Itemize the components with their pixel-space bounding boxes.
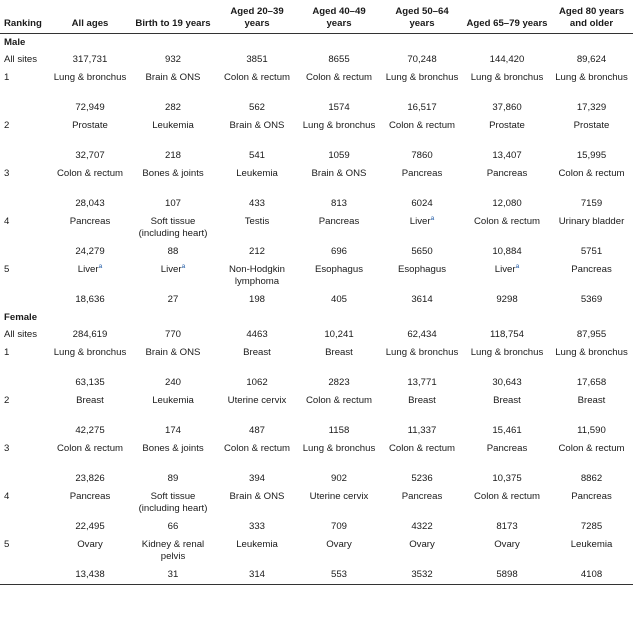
cancer-site-cell [298, 440, 380, 469]
cancer-site-name: Liver [409, 216, 431, 227]
cancer-site-name: Colon & rectum [305, 395, 373, 406]
cancer-site-name: Soft tissue (including heart) [138, 216, 208, 239]
cancer-site-cell [464, 392, 550, 421]
header-all-ages: All ages [50, 0, 130, 34]
death-count: 487 [248, 424, 265, 436]
rank-number: 1 [4, 72, 10, 83]
rank-count-spacer [0, 469, 50, 488]
death-count: 8862 [580, 472, 603, 484]
death-count: 12,080 [492, 197, 522, 209]
rank-count-spacer [0, 421, 50, 440]
death-count: 1062 [246, 376, 268, 388]
cancer-site-cell [380, 165, 464, 194]
rank-count-row [0, 565, 633, 585]
cancer-site-name: Colon & rectum [558, 443, 625, 454]
rank-count-row [0, 421, 633, 440]
death-count: 27 [167, 293, 179, 305]
cancer-site-name: Colon & rectum [388, 120, 456, 131]
cancer-site-cell [50, 69, 130, 98]
cancer-site-name: Uterine cervix [309, 491, 369, 502]
cancer-site-name: Leukemia [236, 539, 278, 550]
cancer-site-cell [50, 392, 130, 421]
header-aged-50-64: Aged 50–64 years [380, 0, 464, 34]
rank-site-row [0, 344, 633, 373]
rank-site-row [0, 536, 633, 565]
cancer-site-cell [550, 536, 633, 565]
death-count: 13,771 [407, 376, 437, 388]
death-count: 17,658 [576, 376, 607, 388]
cancer-site-name: Colon & rectum [388, 443, 456, 454]
cancer-site-cell [130, 117, 216, 146]
cancer-site-cell [298, 488, 380, 517]
rank-site-row [0, 213, 633, 242]
cancer-site-name: Pancreas [571, 491, 612, 502]
cancer-site-cell [464, 344, 550, 373]
cancer-site-name: Breast [408, 395, 436, 406]
cancer-site-cell [130, 536, 216, 565]
cancer-site-cell [464, 261, 550, 290]
cancer-site-name: Soft tissue (including heart) [138, 491, 208, 514]
death-count: 23,826 [75, 472, 105, 484]
all-sites-value: 144,420 [489, 54, 525, 65]
all-sites-value: 118,754 [490, 329, 524, 340]
death-count: 4322 [411, 520, 433, 532]
death-count: 42,275 [75, 424, 105, 436]
cancer-site-cell [216, 392, 298, 421]
all-sites-value: 284,619 [72, 329, 108, 340]
death-count: 17,329 [576, 101, 607, 113]
cancer-site-cell [298, 344, 380, 373]
cancer-site-name: Liver [160, 264, 182, 275]
cancer-site-cell [380, 392, 464, 421]
rank-site-row [0, 165, 633, 194]
cancer-site-name: Ovary [494, 539, 520, 550]
death-count: 32,707 [75, 149, 105, 161]
death-count: 4108 [550, 565, 633, 585]
death-count: 333 [248, 520, 265, 532]
rank-count-row [0, 517, 633, 536]
cancer-site-name: Breast [577, 395, 606, 406]
death-count: 709 [330, 520, 347, 532]
cancer-site-cell [216, 117, 298, 146]
all-sites-value: 770 [164, 329, 181, 340]
cancer-site-name: Leukemia [152, 395, 194, 406]
cancer-site-name: Colon & rectum [56, 443, 124, 454]
cancer-site-cell [216, 536, 298, 565]
cancer-site-name: Lung & bronchus [385, 72, 459, 83]
death-count: 13,438 [50, 565, 130, 585]
cancer-site-name: Pancreas [69, 491, 111, 502]
all-sites-label: All sites [4, 54, 38, 65]
header-aged-20-39: Aged 20–39 years [216, 0, 298, 34]
cancer-site-cell [380, 117, 464, 146]
cancer-site-cell [380, 344, 464, 373]
cancer-site-cell [130, 165, 216, 194]
death-count: 562 [248, 101, 265, 113]
cancer-site-cell [50, 213, 130, 242]
cancer-site-cell [216, 69, 298, 98]
cancer-site-name: Colon & rectum [56, 168, 124, 179]
rank-number: 5 [4, 264, 10, 275]
rank-site-row [0, 69, 633, 98]
section-label: Female [4, 311, 38, 323]
cancer-site-name: Pancreas [401, 491, 443, 502]
cancer-site-cell [380, 536, 464, 565]
death-count: 5236 [411, 472, 433, 484]
cancer-site-name: Brain & ONS [145, 72, 201, 83]
header-ranking: Ranking [0, 0, 50, 34]
cancer-site-cell [298, 392, 380, 421]
cancer-site-name: Liver [494, 264, 516, 275]
cancer-site-name: Brain & ONS [145, 347, 201, 358]
rank-count-spacer [0, 194, 50, 213]
death-count: 10,375 [492, 472, 522, 484]
death-count: 212 [248, 245, 265, 257]
cancer-site-cell [550, 165, 633, 194]
cancer-site-name: Lung & bronchus [470, 347, 544, 358]
cancer-site-cell [464, 69, 550, 98]
all-sites-value: 70,248 [407, 54, 437, 65]
cancer-site-cell [550, 117, 633, 146]
rank-number: 3 [4, 443, 10, 454]
rank-site-row [0, 261, 633, 290]
cancer-site-cell [50, 261, 130, 290]
cancer-site-name: Uterine cervix [227, 395, 287, 406]
death-count: 218 [164, 149, 181, 161]
cancer-site-name: Lung & bronchus [302, 120, 376, 131]
cancer-site-cell [216, 261, 298, 290]
rank-count-spacer [0, 373, 50, 392]
section-row [0, 34, 633, 52]
death-count: 1059 [328, 149, 350, 161]
cancer-site-cell [130, 69, 216, 98]
cancer-site-name: Esophagus [397, 264, 446, 275]
death-count: 1574 [328, 101, 350, 113]
cancer-site-cell [464, 117, 550, 146]
death-count: 11,590 [577, 424, 606, 436]
cancer-site-cell [298, 165, 380, 194]
death-count: 13,407 [492, 149, 522, 161]
all-sites-value: 317,731 [72, 54, 108, 65]
cancer-site-name: Lung & bronchus [555, 72, 628, 83]
death-count: 7860 [411, 149, 433, 161]
cancer-site-name: Leukemia [570, 539, 613, 550]
cancer-site-name: Pancreas [486, 443, 528, 454]
cancer-site-name: Breast [325, 347, 353, 358]
death-count: 63,135 [75, 376, 105, 388]
cancer-site-cell [298, 261, 380, 290]
section-row [0, 309, 633, 326]
all-sites-value: 3851 [246, 54, 268, 65]
death-count: 7285 [580, 520, 603, 532]
rank-number: 4 [4, 491, 10, 502]
cancer-site-name: Kidney & renal pelvis [141, 539, 205, 562]
rank-count-spacer [0, 565, 50, 585]
cancer-site-name: Urinary bladder [558, 216, 625, 227]
cancer-site-cell [550, 261, 633, 290]
cancer-site-name: Lung & bronchus [470, 72, 544, 83]
death-count: 8173 [496, 520, 518, 532]
cancer-site-cell [550, 392, 633, 421]
cancer-site-cell [298, 536, 380, 565]
rank-number: 3 [4, 168, 10, 179]
cancer-site-name: Leukemia [152, 120, 194, 131]
rank-count-row [0, 98, 633, 117]
death-count: 31 [130, 565, 216, 585]
cancer-site-cell [50, 117, 130, 146]
all-sites-row [0, 326, 633, 344]
rank-count-row [0, 290, 633, 309]
header-row [0, 0, 633, 34]
rank-count-spacer [0, 290, 50, 309]
death-count: 813 [330, 197, 347, 209]
death-count: 18,636 [75, 293, 105, 305]
all-sites-value: 89,624 [576, 54, 607, 65]
cancer-site-name: Liver [77, 264, 99, 275]
footnote-marker[interactable]: a [181, 262, 186, 270]
rank-number: 2 [4, 395, 10, 406]
death-count: 30,643 [492, 376, 522, 388]
rank-count-row [0, 194, 633, 213]
death-count: 5751 [580, 245, 603, 257]
cancer-site-name: Prostate [72, 120, 108, 131]
death-count: 405 [330, 293, 347, 305]
cancer-site-name: Ovary [326, 539, 352, 550]
death-count: 9298 [496, 293, 518, 305]
rank-number: 4 [4, 216, 10, 227]
rank-count-spacer [0, 98, 50, 117]
death-count: 433 [248, 197, 265, 209]
table-body [0, 34, 633, 585]
cancer-site-name: Pancreas [486, 168, 528, 179]
death-count: 88 [167, 245, 179, 257]
death-count: 37,860 [492, 101, 522, 113]
cancer-site-name: Esophagus [314, 264, 363, 275]
death-count: 24,279 [75, 245, 105, 257]
death-count: 72,949 [75, 101, 105, 113]
cancer-site-name: Ovary [409, 539, 435, 550]
cancer-site-cell [130, 392, 216, 421]
death-count: 28,043 [75, 197, 105, 209]
all-sites-value: 87,955 [576, 329, 607, 340]
cancer-site-cell [130, 261, 216, 290]
cancer-site-cell [216, 344, 298, 373]
all-sites-value: 4463 [246, 329, 268, 340]
death-count: 5369 [580, 293, 603, 305]
cancer-site-cell [298, 213, 380, 242]
death-count: 15,995 [576, 149, 607, 161]
cancer-site-cell [380, 69, 464, 98]
death-count: 89 [167, 472, 179, 484]
cancer-site-cell [50, 440, 130, 469]
cancer-site-cell [380, 213, 464, 242]
rank-count-spacer [0, 146, 50, 165]
rank-number: 1 [4, 347, 10, 358]
rank-count-row [0, 242, 633, 261]
all-sites-value: 10,241 [324, 329, 354, 340]
cancer-site-cell [216, 165, 298, 194]
header-aged-80-plus: Aged 80 years and older [550, 0, 633, 34]
cancer-site-name: Lung & bronchus [53, 347, 127, 358]
death-count: 1158 [328, 424, 350, 436]
death-count: 198 [248, 293, 265, 305]
cancer-site-cell [50, 344, 130, 373]
header-birth-to-19: Birth to 19 years [130, 0, 216, 34]
rank-number: 5 [4, 539, 10, 550]
cancer-site-name: Pancreas [318, 216, 360, 227]
death-count: 174 [164, 424, 181, 436]
section-label: Male [4, 36, 26, 48]
cancer-site-name: Brain & ONS [229, 491, 285, 502]
cancer-site-cell [50, 536, 130, 565]
cancer-site-cell [550, 344, 633, 373]
cancer-site-cell [216, 213, 298, 242]
death-count: 7159 [580, 197, 603, 209]
death-count: 394 [248, 472, 265, 484]
cancer-site-name: Non-Hodgkin lymphoma [229, 264, 285, 287]
death-count: 66 [167, 520, 179, 532]
cancer-site-cell [298, 69, 380, 98]
cancer-site-cell [216, 440, 298, 469]
cancer-site-cell [50, 488, 130, 517]
rank-site-row [0, 440, 633, 469]
rank-count-row [0, 146, 633, 165]
cancer-site-name: Colon & rectum [558, 168, 625, 179]
death-count: 3532 [380, 565, 464, 585]
cancer-site-cell [216, 488, 298, 517]
death-count: 314 [216, 565, 298, 585]
footnote-marker[interactable]: a [430, 214, 435, 222]
cancer-site-cell [380, 488, 464, 517]
cancer-site-name: Breast [243, 347, 271, 358]
cancer-site-name: Breast [76, 395, 104, 406]
death-count: 10,884 [492, 245, 522, 257]
cancer-site-cell [550, 440, 633, 469]
cancer-site-name: Colon & rectum [473, 216, 541, 227]
cancer-site-name: Colon & rectum [305, 72, 373, 83]
death-count: 15,461 [492, 424, 522, 436]
cancer-site-name: Bones & joints [142, 168, 204, 179]
all-sites-value: 62,434 [407, 329, 437, 340]
death-count: 5650 [411, 245, 433, 257]
death-count: 11,337 [407, 424, 437, 436]
death-count: 282 [164, 101, 181, 113]
cancer-site-cell [550, 69, 633, 98]
cancer-site-name: Colon & rectum [223, 72, 291, 83]
cancer-site-name: Prostate [573, 120, 610, 131]
cancer-site-name: Testis [244, 216, 270, 227]
cancer-site-name: Colon & rectum [473, 491, 541, 502]
rank-count-row [0, 373, 633, 392]
cancer-site-name: Bones & joints [142, 443, 204, 454]
cancer-site-cell [130, 440, 216, 469]
cancer-site-name: Prostate [489, 120, 525, 131]
death-count: 16,517 [407, 101, 437, 113]
cancer-site-name: Brain & ONS [229, 120, 285, 131]
death-count: 541 [248, 149, 265, 161]
rank-site-row [0, 392, 633, 421]
death-count: 240 [164, 376, 181, 388]
cancer-site-name: Lung & bronchus [53, 72, 127, 83]
header-aged-40-49: Aged 40–49 years [298, 0, 380, 34]
death-count: 553 [298, 565, 380, 585]
cancer-site-cell [130, 344, 216, 373]
rank-site-row [0, 488, 633, 517]
death-count: 3614 [411, 293, 433, 305]
cancer-site-cell [464, 488, 550, 517]
cancer-site-cell [550, 488, 633, 517]
cancer-site-name: Lung & bronchus [555, 347, 628, 358]
cancer-site-cell [130, 488, 216, 517]
cancer-site-name: Colon & rectum [223, 443, 291, 454]
cancer-site-cell [464, 165, 550, 194]
cancer-site-cell [550, 213, 633, 242]
all-sites-value: 8655 [328, 54, 350, 65]
cancer-site-cell [380, 440, 464, 469]
rank-count-spacer [0, 517, 50, 536]
cancer-site-name: Leukemia [236, 168, 278, 179]
all-sites-row [0, 51, 633, 69]
header-aged-65-79: Aged 65–79 years [464, 0, 550, 34]
cancer-site-name: Lung & bronchus [385, 347, 459, 358]
cancer-site-name: Breast [493, 395, 521, 406]
rank-count-row [0, 469, 633, 488]
cancer-site-name: Pancreas [69, 216, 111, 227]
cancer-site-cell [464, 440, 550, 469]
cancer-site-name: Brain & ONS [311, 168, 367, 179]
cancer-site-name: Ovary [77, 539, 103, 550]
footnote-marker[interactable]: a [98, 262, 103, 270]
death-count: 2823 [328, 376, 350, 388]
death-count: 5898 [464, 565, 550, 585]
death-count: 902 [330, 472, 347, 484]
cancer-site-name: Pancreas [571, 264, 612, 275]
death-count: 22,495 [75, 520, 105, 532]
rank-site-row [0, 117, 633, 146]
death-count: 696 [330, 245, 347, 257]
all-sites-label: All sites [4, 329, 38, 340]
rank-count-spacer [0, 242, 50, 261]
cancer-site-cell [464, 536, 550, 565]
cancer-site-cell [130, 213, 216, 242]
footnote-marker[interactable]: a [515, 262, 520, 270]
cancer-site-cell [298, 117, 380, 146]
cancer-site-cell [50, 165, 130, 194]
all-sites-value: 932 [164, 54, 181, 65]
death-count: 107 [164, 197, 181, 209]
cancer-site-name: Pancreas [401, 168, 443, 179]
cancer-site-cell [380, 261, 464, 290]
cancer-site-cell [464, 213, 550, 242]
rank-number: 2 [4, 120, 10, 131]
death-count: 6024 [411, 197, 433, 209]
cancer-site-name: Lung & bronchus [302, 443, 376, 454]
